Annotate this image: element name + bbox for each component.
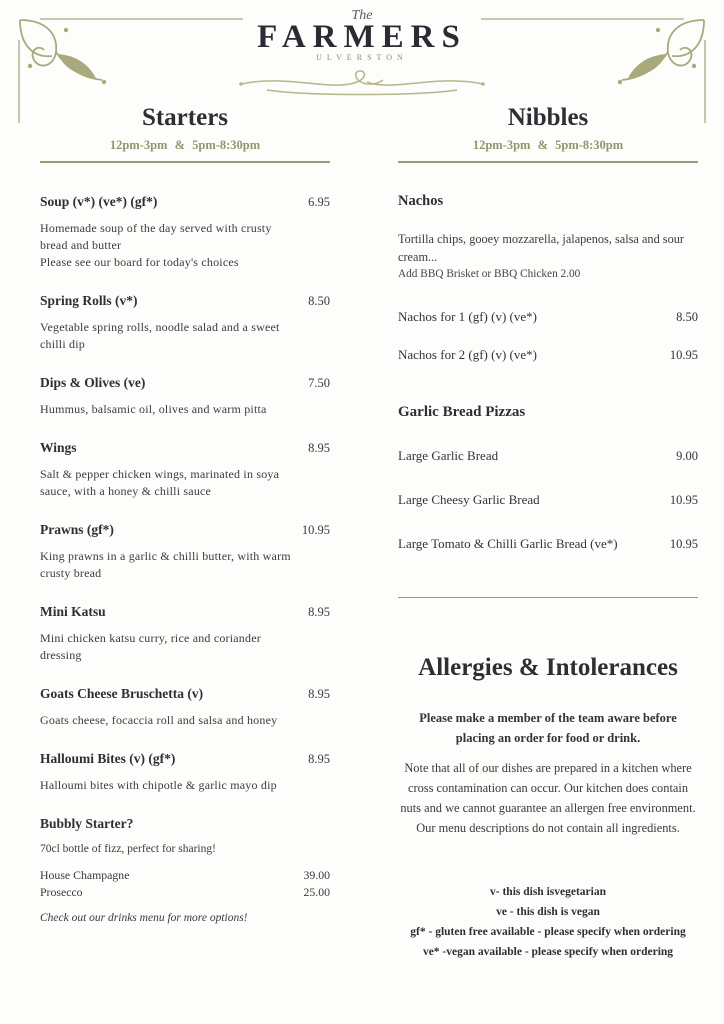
item-price: 10.95 <box>669 493 698 507</box>
item-price: 9.00 <box>676 449 698 463</box>
menu-item-large-cheesy-garlic-bread <box>398 491 698 509</box>
menu-item-spring-rolls <box>40 292 330 353</box>
starters-rule <box>40 161 330 163</box>
desc-line: Salt & pepper chicken wings, marinated in soya sauce, with a honey & chilli sauce <box>40 467 280 498</box>
item-head <box>40 815 330 832</box>
desc-line: Hummus, balsamic oil, olives and warm pitta <box>40 402 267 416</box>
brand-location: ULVERSTON <box>316 53 408 62</box>
item-name: Large Tomato & Chilli Garlic Bread (ve*) <box>398 536 618 551</box>
item-head <box>40 439 330 457</box>
item-price: 8.50 <box>308 294 330 308</box>
legend-line-vegetarian: v- this dish isvegetarian <box>490 886 606 898</box>
menu-item-halloumi-bites <box>40 750 330 794</box>
drink-row-prosecco <box>40 884 330 901</box>
item-price: 6.95 <box>308 195 330 209</box>
swirl-divider-icon <box>0 66 724 105</box>
item-head <box>40 193 330 211</box>
item-price: 8.95 <box>308 441 330 455</box>
bubbly-starter-section <box>40 815 330 924</box>
drink-price: 25.00 <box>303 884 330 899</box>
nachos-description <box>398 230 688 282</box>
legend-line-vegan: ve - this dish is vegan <box>496 906 600 918</box>
item-name: Mini Katsu <box>40 604 106 619</box>
desc-line: Halloumi bites with chipotle & garlic mayo dip <box>40 778 277 792</box>
item-description <box>40 319 292 353</box>
bubbly-description: 70cl bottle of fizz, perfect for sharing! <box>40 843 216 855</box>
nibbles-rule <box>398 161 698 163</box>
item-price: 8.50 <box>676 310 698 324</box>
menu-item-nachos-for-1 <box>398 308 698 326</box>
desc-line: King prawns in a garlic & chilli butter, with warm crusty bread <box>40 549 291 580</box>
item-price: 8.95 <box>308 605 330 619</box>
allergies-notice: Please make a member of the team aware before placing an order for food or drink. <box>419 711 677 745</box>
menu-item-soup <box>40 193 330 271</box>
drink-name: House Champagne <box>40 868 130 882</box>
bubbly-title: Bubbly Starter? <box>40 816 134 831</box>
allergies-title: Allergies & Intolerances <box>418 654 678 681</box>
item-description <box>40 630 292 664</box>
legend-line-vegan-available: ve* -vegan available - please specify when ordering <box>422 946 674 958</box>
item-name: Spring Rolls (v*) <box>40 293 138 308</box>
item-name: Goats Cheese Bruschetta (v) <box>40 686 204 701</box>
item-description <box>40 712 292 729</box>
starters-items <box>40 193 330 924</box>
masthead <box>0 8 724 105</box>
item-name: Soup (v*) (ve*) (gf*) <box>40 194 158 209</box>
drink-price: 39.00 <box>303 868 330 882</box>
menu-item-prawns <box>40 521 330 582</box>
item-price: 8.95 <box>308 687 330 701</box>
menu-item-dips-olives <box>40 374 330 418</box>
drink-row-champagne <box>40 867 330 884</box>
starters-title: Starters <box>141 104 229 131</box>
item-name: Dips & Olives (ve) <box>40 375 146 390</box>
menu-item-wings <box>40 439 330 500</box>
menu-item-mini-katsu <box>40 603 330 664</box>
desc-line: Mini chicken katsu curry, rice and coriander dressing <box>40 631 261 662</box>
drink-name: Prosecco <box>40 884 83 899</box>
item-name: Prawns (gf*) <box>40 522 114 537</box>
item-name: Halloumi Bites (v) (gf*) <box>40 751 176 766</box>
garlic-bread-pizzas-title: Garlic Bread Pizzas <box>398 404 526 420</box>
nibbles-section <box>398 104 698 962</box>
item-price: 10.95 <box>669 348 698 362</box>
desc-line: Goats cheese, focaccia roll and salsa and honey <box>40 713 278 727</box>
item-name: Nachos for 2 (gf) (v) (ve*) <box>398 347 537 362</box>
dietary-legend <box>398 882 698 962</box>
desc-line: Homemade soup of the day served with crusty bread and butter <box>40 221 272 252</box>
item-description <box>40 777 292 794</box>
item-name: Wings <box>40 440 77 455</box>
menu-item-large-garlic-bread <box>398 447 698 465</box>
item-price: 10.95 <box>669 537 698 551</box>
item-description <box>40 401 292 418</box>
starters-section <box>40 104 330 962</box>
menu-columns <box>40 104 698 962</box>
allergies-details: Note that all of our dishes are prepared in a kitchen where cross contamination can occur. Our kitchen does contain nuts and we cannot guarantee an allergen free environment. Our menu descriptions do not contain all ingredients. <box>400 761 696 835</box>
item-name: Nachos for 1 (gf) (v) (ve*) <box>398 309 537 324</box>
item-price: 10.95 <box>301 523 330 537</box>
item-price: 8.95 <box>308 752 330 766</box>
nibbles-hours: 12pm-3pm & 5pm-8:30pm <box>472 138 624 152</box>
item-price: 7.50 <box>308 376 330 390</box>
item-head <box>40 521 330 539</box>
item-head <box>40 603 330 621</box>
item-description <box>40 466 292 500</box>
nachos-title: Nachos <box>398 193 444 209</box>
item-head <box>40 292 330 310</box>
menu-item-large-tomato-chilli-garlic-bread <box>398 535 698 553</box>
menu-item-nachos-for-2 <box>398 346 698 364</box>
nibbles-title: Nibbles <box>507 104 589 131</box>
item-description <box>40 220 292 271</box>
desc-line: Tortilla chips, gooey mozzarella, jalapenos, salsa and sour cream... <box>398 232 684 264</box>
brand-script: The <box>351 8 373 23</box>
item-head <box>40 685 330 703</box>
item-head <box>40 750 330 768</box>
item-name: Large Cheesy Garlic Bread <box>398 492 540 507</box>
legend-line-gluten-free: gf* - gluten free available - please specify when ordering <box>410 926 686 938</box>
item-head <box>40 374 330 392</box>
brand-name: FARMERS <box>257 19 467 55</box>
desc-line: Vegetable spring rolls, noodle salad and a sweet chilli dip <box>40 320 280 351</box>
menu-item-goats-cheese-bruschetta <box>40 685 330 729</box>
item-description <box>40 548 292 582</box>
item-name: Large Garlic Bread <box>398 448 499 463</box>
bubbly-note: Check out our drinks menu for more options! <box>40 912 248 924</box>
allergies-divider <box>398 597 698 598</box>
desc-line: Please see our board for today's choices <box>40 255 239 269</box>
nachos-addon: Add BBQ Brisket or BBQ Chicken 2.00 <box>398 268 581 280</box>
starters-hours: 12pm-3pm & 5pm-8:30pm <box>109 138 261 152</box>
